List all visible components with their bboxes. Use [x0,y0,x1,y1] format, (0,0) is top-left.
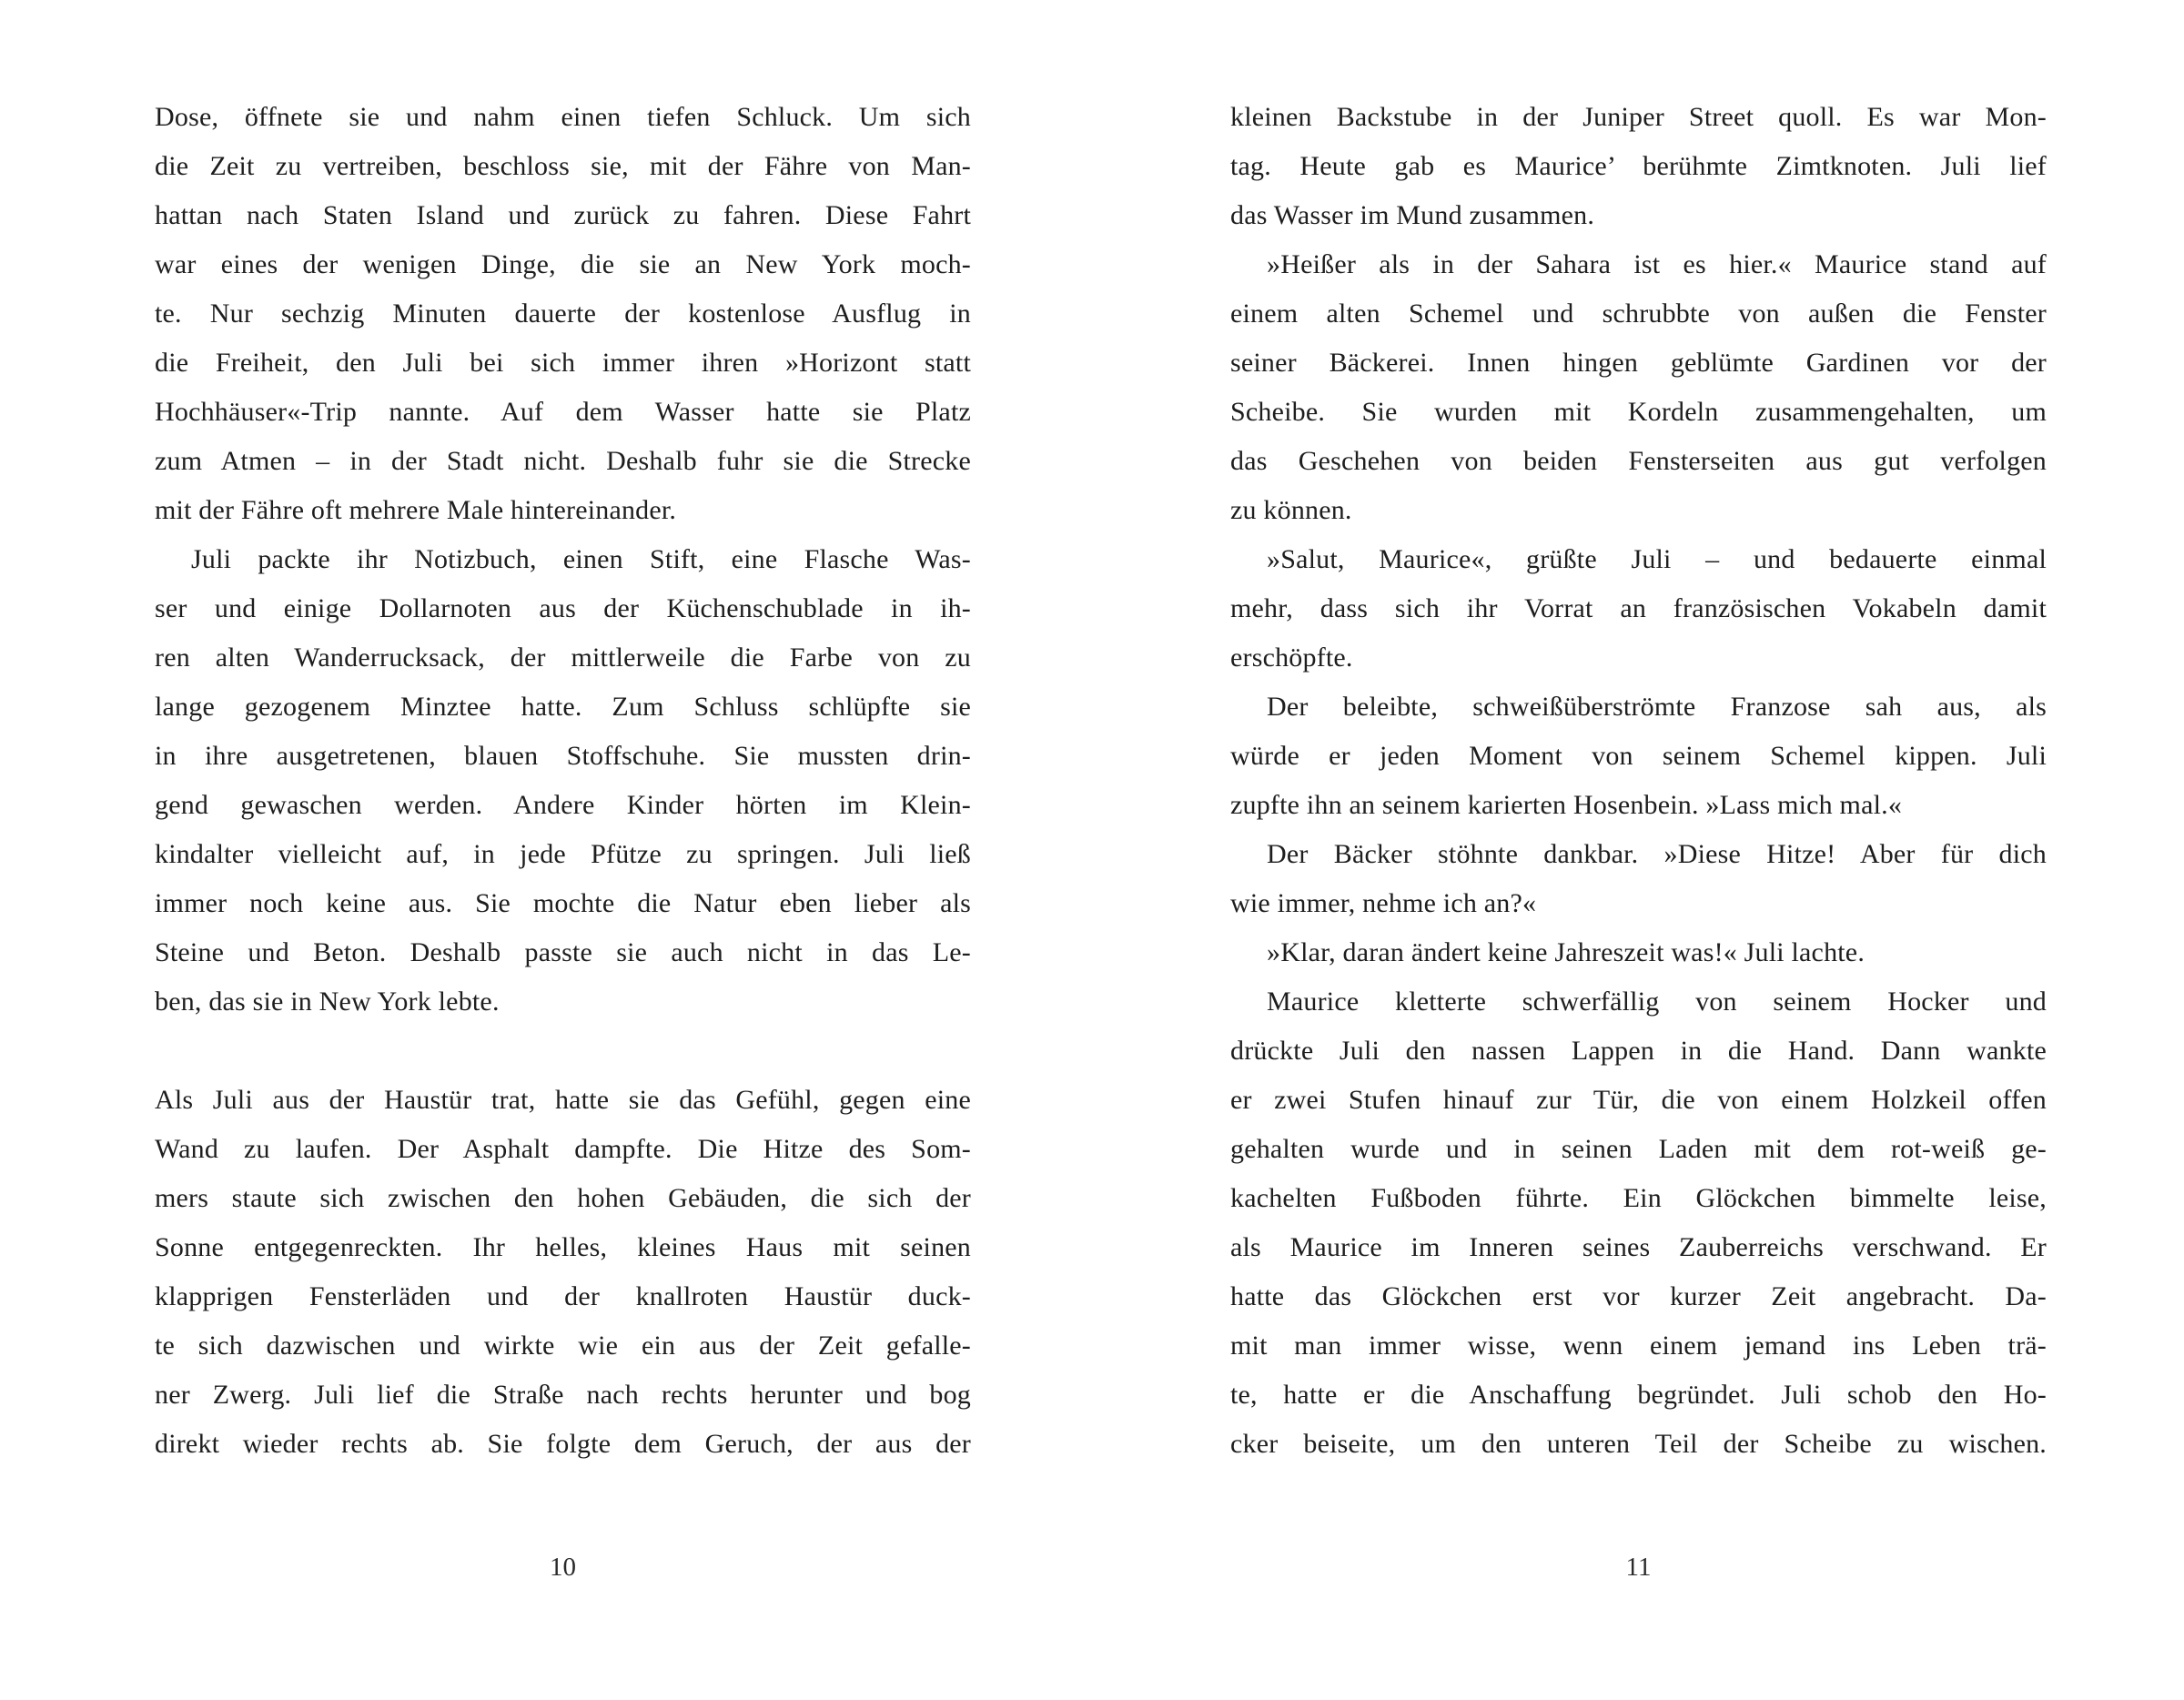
text-line: zupfte ihn an seinem karierten Hosenbein. »Lass mich mal.« [1230,790,1903,820]
text-line: kindalter vielleicht auf, in jede Pfütze zu springen. Juli ließ [155,839,971,869]
text-line: das Wasser im Mund zusammen. [1230,200,1595,230]
paragraph [1230,240,2047,535]
text-line: Sonne entgegenreckten. Ihr helles, kleines Haus mit seinen [155,1232,971,1262]
text-line: te sich dazwischen und wirkte wie ein aus der Zeit gefalle- [155,1331,971,1361]
paragraph [1230,535,2047,683]
text-line: zum Atmen – in der Stadt nicht. Deshalb fuhr sie die Strecke [155,446,971,476]
text-line: als Maurice im Inneren seines Zauberreichs verschwand. Er [1230,1232,2047,1262]
text-line: klapprigen Fensterläden und der knallroten Haustür duck- [155,1281,971,1311]
page-right [1092,0,2184,1700]
paragraph [1230,830,2047,928]
text-line: zu können. [1230,495,1352,525]
text-line: wie immer, nehme ich an?« [1230,888,1537,918]
text-line: lange gezogenem Minztee hatte. Zum Schluss schlüpfte sie [155,692,971,722]
paragraph [1230,928,2047,977]
text-line: mehr, dass sich ihr Vorrat an französischen Vokabeln damit [1230,593,2047,623]
text-line: kachelten Fußboden führte. Ein Glöckchen bimmelte leise, [1230,1183,2047,1213]
text-line: »Heißer als in der Sahara ist es hier.« Maurice stand auf [1267,249,2047,279]
text-line: das Geschehen von beiden Fensterseiten aus gut verfolgen [1230,446,2047,476]
page-number-left: 10 [550,1553,576,1582]
text-line: Der Bäcker stöhnte dankbar. »Diese Hitze! Aber für dich [1267,839,2047,869]
text-line: ren alten Wanderrucksack, der mittlerweile die Farbe von zu [155,643,971,673]
text-line: gehalten wurde und in seinen Laden mit dem rot-weiß ge- [1230,1134,2047,1164]
paragraph [1230,93,2047,240]
paragraph [155,93,971,535]
text-line: hattan nach Staten Island und zurück zu fahren. Diese Fahrt [155,200,971,230]
text-line: Hochhäuser«-Trip nannte. Auf dem Wasser hatte sie Platz [155,397,971,427]
text-line: Wand zu laufen. Der Asphalt dampfte. Die Hitze des Som- [155,1134,971,1164]
text-line: gend gewaschen werden. Andere Kinder hörten im Klein- [155,790,971,820]
text-line: te, hatte er die Anschaffung begründet. Juli schob den Ho- [1230,1380,2047,1410]
text-line: mit der Fähre oft mehrere Male hintereinander. [155,495,677,525]
text-line: die Zeit zu vertreiben, beschloss sie, mit der Fähre von Man- [155,151,971,181]
text-line: kleinen Backstube in der Juniper Street quoll. Es war Mon- [1230,102,2047,132]
text-line: seiner Bäckerei. Innen hingen geblümte Gardinen vor der [1230,348,2047,378]
text-line: Dose, öffnete sie und nahm einen tiefen Schluck. Um sich [155,102,971,132]
paragraph [1230,977,2047,1469]
text-line: mit man immer wisse, wenn einem jemand ins Leben trä- [1230,1331,2047,1361]
text-line: »Salut, Maurice«, grüßte Juli – und bedauerte einmal [1267,544,2047,574]
text-line: Als Juli aus der Haustür trat, hatte sie das Gefühl, gegen eine [155,1085,971,1115]
text-line: die Freiheit, den Juli bei sich immer ihren »Horizont statt [155,348,971,378]
text-line: ser und einige Dollarnoten aus der Küchenschublade in ih- [155,593,971,623]
text-line: Steine und Beton. Deshalb passte sie auch nicht in das Le- [155,937,971,967]
text-line: cker beiseite, um den unteren Teil der Scheibe zu wischen. [1230,1429,2047,1459]
text-line: drückte Juli den nassen Lappen in die Hand. Dann wankte [1230,1036,2047,1066]
text-line: Juli packte ihr Notizbuch, einen Stift, eine Flasche Was- [191,544,971,574]
text-line: Scheibe. Sie wurden mit Kordeln zusammengehalten, um [1230,397,2047,427]
text-line: hatte das Glöckchen erst vor kurzer Zeit angebracht. Da- [1230,1281,2047,1311]
text-line: war eines der wenigen Dinge, die sie an New York moch- [155,249,971,279]
paragraph [155,1076,971,1469]
text-line: immer noch keine aus. Sie mochte die Natur eben lieber als [155,888,971,918]
text-line: er zwei Stufen hinauf zur Tür, die von einem Holzkeil offen [1230,1085,2047,1115]
text-line: »Klar, daran ändert keine Jahreszeit was!« Juli lachte. [1267,937,1866,967]
text-line: in ihre ausgetretenen, blauen Stoffschuhe. Sie mussten drin- [155,741,971,771]
text-line: tag. Heute gab es Maurice’ berühmte Zimtknoten. Juli lief [1230,151,2047,181]
page-left-text [155,93,971,1469]
text-line: mers staute sich zwischen den hohen Gebäuden, die sich der [155,1183,971,1213]
text-line: te. Nur sechzig Minuten dauerte der kostenlose Ausflug in [155,299,971,329]
text-line: direkt wieder rechts ab. Sie folgte dem Geruch, der aus der [155,1429,971,1459]
paragraph [1230,683,2047,830]
text-line: ben, das sie in New York lebte. [155,987,500,1017]
text-line: würde er jeden Moment von seinem Schemel kippen. Juli [1230,741,2047,771]
page-number-right: 11 [1625,1553,1652,1582]
text-line: ner Zwerg. Juli lief die Straße nach rechts herunter und bog [155,1380,971,1410]
text-line: Der beleibte, schweißüberströmte Franzose sah aus, als [1267,692,2047,722]
text-line: Maurice kletterte schwerfällig von seinem Hocker und [1267,987,2047,1017]
paragraph [155,535,971,1027]
text-line: einem alten Schemel und schrubbte von außen die Fenster [1230,299,2047,329]
page-right-text [1230,93,2047,1469]
text-line: erschöpfte. [1230,643,1353,673]
